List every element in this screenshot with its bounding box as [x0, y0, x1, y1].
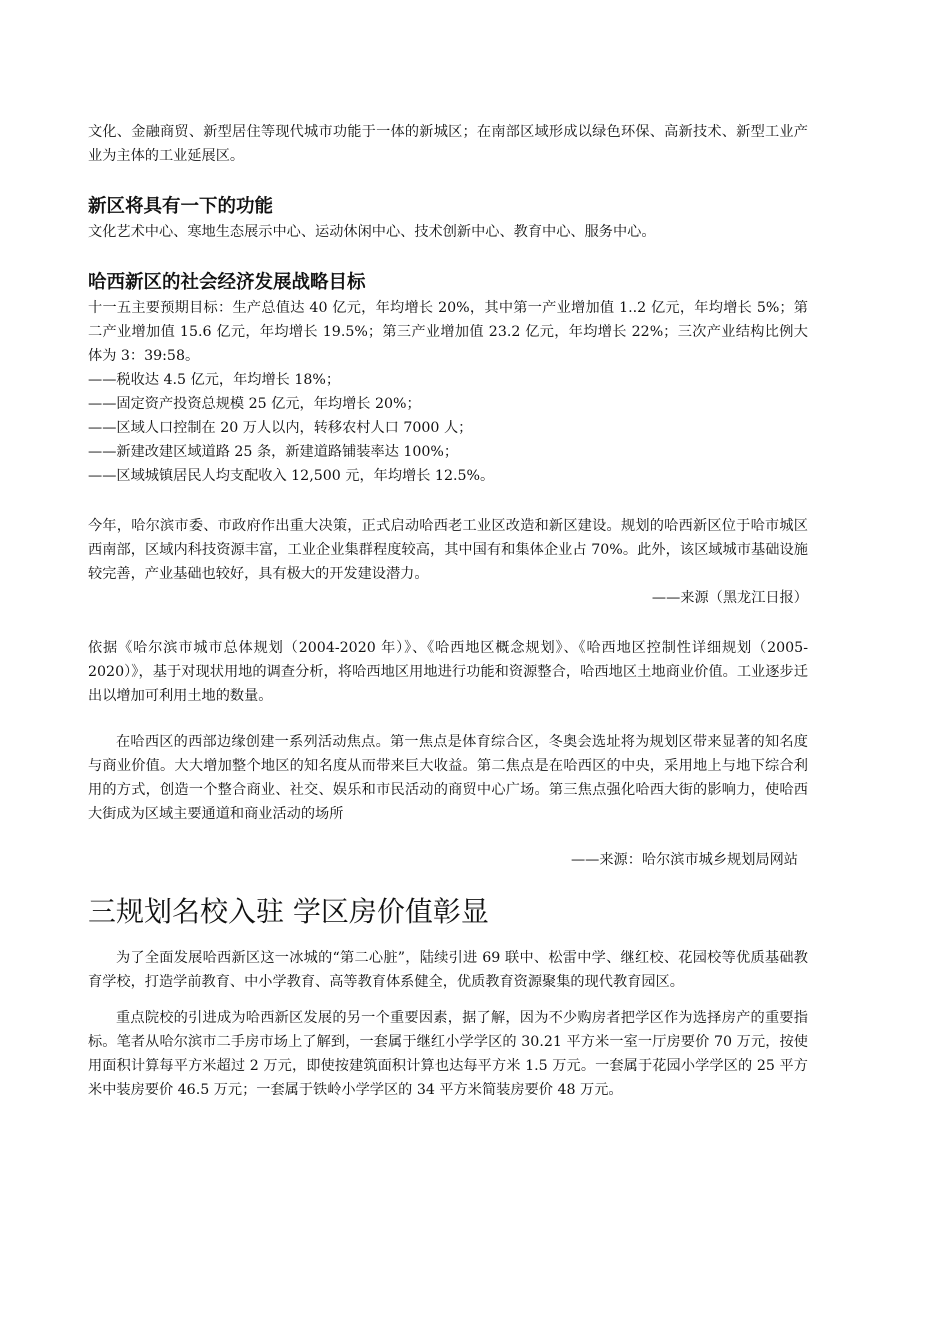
goal-item: ——固定资产投资总规模 25 亿元，年均增长 20%；	[88, 396, 421, 412]
source-heilongjiang: ——来源（黑龙江日报）	[651, 590, 808, 606]
goals-heading: 哈西新区的社会经济发展战略目标	[88, 272, 366, 293]
functions-heading: 新区将具有一下的功能	[88, 196, 274, 217]
functions-paragraph: 文化艺术中心、寒地生态展示中心、运动休闲中心、技术创新中心、教育中心、服务中心。	[88, 224, 656, 240]
intro-paragraph: 文化、金融商贸、新型居住等现代城市功能于一体的新城区；在南部区域形成以绿色环保、高新技术、新型工业产业为主体的工业延展区。	[88, 124, 808, 164]
harbin-paragraph: 今年，哈尔滨市委、市政府作出重大决策，正式启动哈西老工业区改造和新区建设。规划的哈西新区位于哈市城区西南部，区域内科技资源丰富，工业企业集群程度较高，其中国有和集体企业占 70%。此外，该区域城市基础设施较完善，产业基础也较好，具有极大的开发建设潜力。	[88, 518, 808, 582]
goal-item: ——税收达 4.5 亿元，年均增长 18%；	[88, 372, 341, 388]
section-title-schools: 三规划名校入驻 学区房价值彰显	[88, 895, 489, 928]
focus-paragraph: 在哈西区的西部边缘创建一系列活动焦点。第一焦点是体育综合区，冬奥会选址将为规划区带来显著的知名度与商业价值。大大增加整个地区的知名度从而带来巨大收益。第二焦点是在哈西区的中央，采用地上与地下综合利用的方式，创造一个整合商业、社交、娱乐和市民活动的商贸中心广场。第三焦点强化哈西大街的影响力，使哈西大街成为区域主要通道和商业活动的场所	[88, 734, 808, 822]
goal-item: ——区域城镇居民人均支配收入 12,500 元，年均增长 12.5%。	[88, 468, 495, 484]
school-paragraph-2: 重点院校的引进成为哈西新区发展的另一个重要因素，据了解，因为不少购房者把学区作为选择房产的重要指标。笔者从哈尔滨市二手房市场上了解到，一套属于继红小学学区的 30.21 平方米一室一厅房要价 70 万元，按使用面积计算每平方米超过 2 万元，即使按建筑面积计算也达每平方米 1.5 万元。一套属于花园小学学区的 25 平方米中装房要价 46.5 万元；一套属于铁岭小学学区的 34 平方米简装房要价 48 万元。	[88, 1010, 808, 1098]
document-page	[88, 120, 808, 1102]
goal-item: ——区域人口控制在 20 万人以内，转移农村人口 7000 人；	[88, 420, 473, 436]
goal-item: ——新建改建区域道路 25 条，新建道路铺装率达 100%；	[88, 444, 459, 460]
school-paragraph-1: 为了全面发展哈西新区这一冰城的“第二心脏”，陆续引进 69 联中、松雷中学、继红校、花园校等优质基础教育学校，打造学前教育、中小学教育、高等教育体系健全，优质教育资源聚集的现代教育园区。	[88, 950, 808, 990]
plan-paragraph: 依据《哈尔滨市城市总体规划（2004-2020 年）》、《哈西地区概念规划》、《哈西地区控制性详细规划（2005-2020）》，基于对现状用地的调查分析，将哈西地区用地进行功能和资源整合，哈西地区土地商业价值。工业逐步迁出以增加可利用土地的数量。	[88, 640, 808, 704]
goals-paragraph: 十一五主要预期目标：生产总值达 40 亿元，年均增长 20%，其中第一产业增加值 1..2 亿元，年均增长 5%；第二产业增加值 15.6 亿元，年均增长 19.5%；第三产业增加值 23.2 亿元，年均增长 22%；三次产业结构比例大体为 3：39:58。	[88, 300, 808, 364]
source-planning-bureau: ——来源：哈尔滨市城乡规划局网站	[570, 852, 798, 868]
